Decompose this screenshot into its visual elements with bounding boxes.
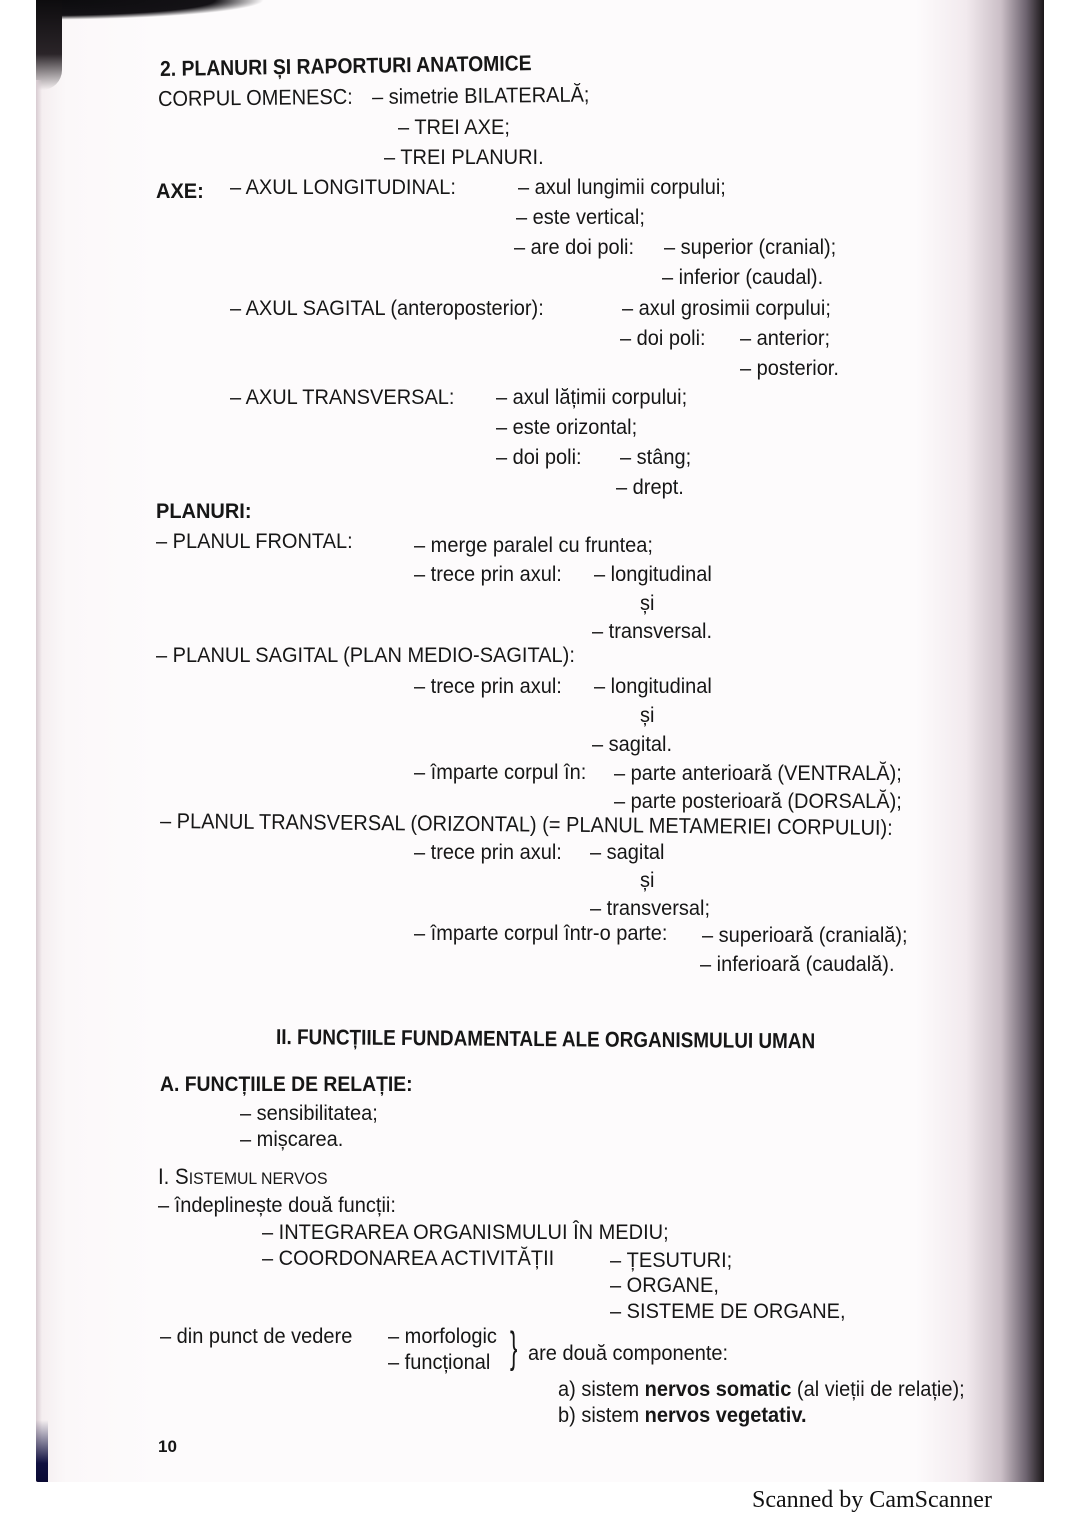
component-item xyxy=(558,1402,807,1428)
system-title-prefix: I. S xyxy=(158,1164,189,1189)
axis-prop: – axul lățimii corpului; xyxy=(496,385,688,409)
page-bottom-corner xyxy=(36,1420,48,1482)
body-item: – simetrie BILATERALĂ; xyxy=(371,82,590,109)
section-title: 2. PLANURI ȘI RAPORTURI ANATOMICE xyxy=(159,51,532,81)
component-bold: nervos somatic xyxy=(644,1377,792,1401)
system-intro: – îndeplinește două funcții: xyxy=(158,1193,396,1217)
relation-item: – mișcarea. xyxy=(240,1127,344,1151)
axis-prop: – doi poli: xyxy=(496,445,582,469)
page-corner-shadow-left xyxy=(36,0,62,90)
plane-axis: – sagital. xyxy=(592,732,673,756)
system-title-rest: ISTEMUL NERVOS xyxy=(188,1169,328,1188)
axis-pole: – superior (cranial); xyxy=(664,235,837,259)
axis-prop: – este orizontal; xyxy=(496,415,638,439)
page-number: 10 xyxy=(158,1437,177,1456)
plane-axis-conj: și xyxy=(640,868,655,892)
plane-prop: – împarte corpul într-o parte: xyxy=(414,921,668,945)
axis-prop: – doi poli: xyxy=(620,326,706,350)
components-label: are două componente: xyxy=(528,1341,729,1365)
plane-prop: – merge paralel cu fruntea; xyxy=(414,533,653,557)
plane-axis-conj: și xyxy=(640,703,655,727)
plane-prop: – trece prin axul: xyxy=(414,840,562,864)
axis-name: – AXUL TRANSVERSAL: xyxy=(230,385,455,409)
page-left-edge xyxy=(36,80,42,1480)
viewpoint-label: – din punct de vedere xyxy=(160,1324,353,1348)
plane-axis: – transversal; xyxy=(590,896,711,920)
system-function: – COORDONAREA ACTIVITĂȚII xyxy=(262,1246,555,1270)
body-item: – TREI PLANURI. xyxy=(384,145,544,169)
coordination-target: – ORGANE, xyxy=(610,1273,719,1297)
plane-axis: – longitudinal xyxy=(594,562,712,586)
plane-name: – PLANUL TRANSVERSAL (ORIZONTAL) (= PLANUL METAMERIEI CORPULUI): xyxy=(159,809,893,840)
coordination-target: – SISTEME DE ORGANE, xyxy=(610,1299,846,1323)
component-item xyxy=(558,1376,965,1402)
axis-prop: – are doi poli: xyxy=(514,235,635,259)
axis-pole: – inferior (caudal). xyxy=(662,265,824,289)
plane-prop: – trece prin axul: xyxy=(414,674,562,698)
page-corner-shadow xyxy=(36,0,266,20)
component-prefix: a) sistem xyxy=(558,1377,645,1401)
axis-prop: – axul lungimii corpului; xyxy=(518,175,726,199)
axis-pole: – drept. xyxy=(616,475,684,499)
plane-axis: – transversal. xyxy=(592,619,713,643)
planes-label: PLANURI: xyxy=(156,499,252,523)
viewpoint-item: – morfologic xyxy=(388,1324,497,1348)
axis-pole: – anterior; xyxy=(740,326,831,350)
component-prefix: b) sistem xyxy=(558,1403,645,1427)
subsection-title: A. FUNCȚIILE DE RELAȚIE: xyxy=(160,1072,413,1096)
plane-prop: – împarte corpul în: xyxy=(414,760,587,784)
axes-label: AXE: xyxy=(156,179,204,203)
axis-name: – AXUL LONGITUDINAL: xyxy=(230,175,456,199)
viewpoint-item: – funcțional xyxy=(388,1350,491,1374)
axis-pole: – posterior. xyxy=(740,356,839,380)
plane-part: – superioară (cranială); xyxy=(702,923,908,947)
chapter-title: II. FUNCȚIILE FUNDAMENTALE ALE ORGANISMULUI UMAN xyxy=(275,1025,816,1054)
plane-prop: – trece prin axul: xyxy=(414,562,562,586)
body-item: – TREI AXE; xyxy=(398,115,510,139)
plane-part: – parte posterioară (DORSALĂ); xyxy=(614,789,902,813)
body-label: CORPUL OMENESC: xyxy=(157,84,353,111)
plane-axis: – longitudinal xyxy=(594,674,712,698)
plane-axis: – sagital xyxy=(590,840,665,864)
plane-axis-conj: și xyxy=(640,591,655,615)
axis-name: – AXUL SAGITAL (anteroposterior): xyxy=(230,296,544,320)
relation-item: – sensibilitatea; xyxy=(240,1101,378,1125)
brace-symbol: } xyxy=(510,1323,518,1372)
system-title xyxy=(158,1164,328,1192)
component-bold: nervos vegetativ xyxy=(644,1403,802,1427)
plane-part: – inferioară (caudală). xyxy=(700,952,895,976)
plane-part: – parte anterioară (VENTRALĂ); xyxy=(614,761,902,785)
component-suffix: (al vieții de relație); xyxy=(791,1377,965,1401)
axis-prop: – axul grosimii corpului; xyxy=(622,296,831,320)
axis-prop: – este vertical; xyxy=(516,205,645,229)
component-suffix: . xyxy=(801,1403,807,1427)
scanner-watermark: Scanned by CamScanner xyxy=(752,1487,992,1513)
system-function: – INTEGRAREA ORGANISMULUI ÎN MEDIU; xyxy=(262,1220,669,1244)
plane-name: – PLANUL FRONTAL: xyxy=(156,529,353,553)
axis-pole: – stâng; xyxy=(620,445,692,469)
coordination-target: – ȚESUTURI; xyxy=(610,1248,733,1272)
plane-name: – PLANUL SAGITAL (PLAN MEDIO-SAGITAL): xyxy=(156,643,575,667)
